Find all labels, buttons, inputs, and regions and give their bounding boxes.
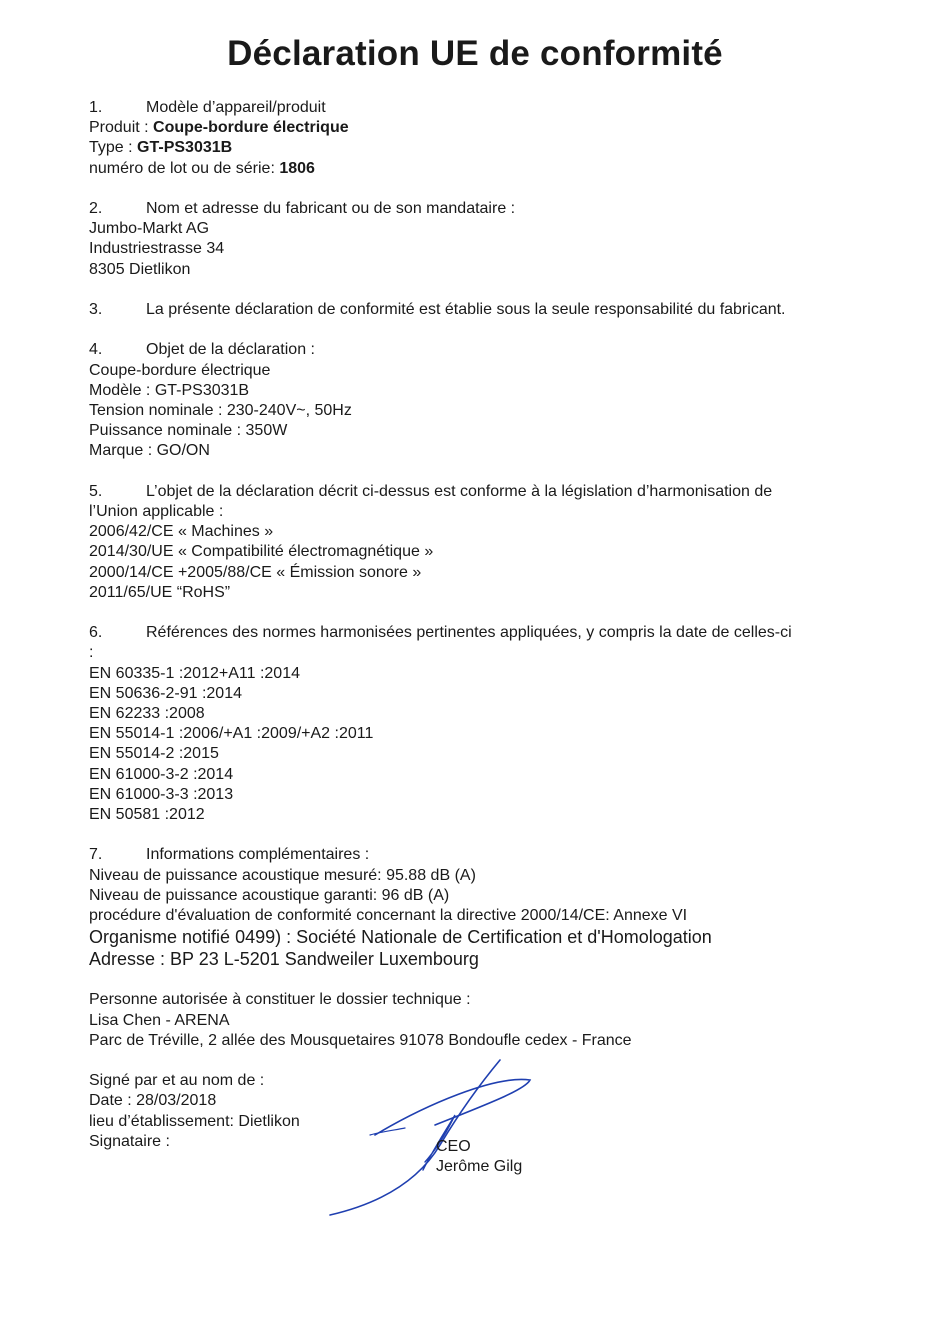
product-label: Produit : [89, 119, 154, 137]
info-line: procédure d'évaluation de conformité concernant la directive 2000/14/CE: Annexe VI [89, 907, 688, 925]
type-label: Type : [89, 139, 138, 157]
object-product: Coupe-bordure électrique [89, 361, 271, 379]
standard-item: EN 55014-1 :2006/+A1 :2009/+A2 :2011 [89, 725, 374, 743]
section-heading: Modèle d’appareil/produit [146, 99, 326, 116]
section-number: 6. [89, 624, 103, 642]
section-7 [89, 845, 909, 970]
object-power: Puissance nominale : 350W [89, 422, 288, 440]
section-1 [89, 98, 909, 179]
object-voltage: Tension nominale : 230-240V~, 50Hz [89, 402, 352, 419]
signed-by-label: Signé par et au nom de : [89, 1072, 265, 1090]
section-heading-continued: l’Union applicable : [89, 503, 224, 520]
info-line: Niveau de puissance acoustique garanti: 96 dB (A) [89, 886, 450, 904]
standard-item: EN 55014-2 :2015 [89, 745, 219, 763]
tech-file-heading: Personne autorisée à constituer le dossier technique : [89, 991, 471, 1009]
signatory-name: Jerôme Gilg [436, 1158, 523, 1176]
manufacturer-city: 8305 Dietlikon [89, 260, 191, 278]
section-heading: L’objet de la déclaration décrit ci-dessus est conforme à la législation d’harmonisation de [146, 482, 773, 500]
section-3 [89, 300, 909, 320]
section-heading: Objet de la déclaration : [146, 341, 315, 359]
directive-item: 2011/65/UE “RoHS” [89, 583, 231, 601]
notified-body: Organisme notifié 0499) : Société Nationale de Certification et d'Homologation [89, 927, 712, 948]
section-6 [89, 623, 909, 825]
directive-item: 2000/14/CE +2005/88/CE « Émission sonore » [89, 563, 422, 581]
standard-item: EN 60335-1 :2012+A11 :2014 [89, 664, 300, 682]
standard-item: EN 62233 :2008 [89, 705, 205, 723]
tech-file-person: Lisa Chen - ARENA [89, 1011, 230, 1029]
notified-body-address: Adresse : BP 23 L-5201 Sandweiler Luxembourg [89, 949, 479, 970]
info-line: Niveau de puissance acoustique mesuré: 95.88 dB (A) [89, 866, 476, 884]
tech-file-address: Parc de Tréville, 2 allée des Mousquetaires 91078 Bondoufle cedex - France [89, 1031, 632, 1049]
section-2 [89, 199, 909, 280]
section-heading-continued: : [89, 644, 94, 662]
signing-place: lieu d’établissement: Dietlikon [89, 1112, 300, 1130]
signatory-block [436, 1137, 522, 1177]
section-number: 3. [89, 301, 103, 318]
signatory-label: Signataire : [89, 1132, 170, 1150]
signatory-role: CEO [436, 1138, 471, 1155]
manufacturer-street: Industriestrasse 34 [89, 240, 225, 258]
product-value: Coupe-bordure électrique [153, 119, 349, 137]
type-value: GT-PS3031B [137, 139, 233, 157]
lot-value: 1806 [279, 159, 315, 177]
standard-item: EN 61000-3-3 :2013 [89, 785, 234, 803]
object-model: Modèle : GT-PS3031B [89, 381, 250, 399]
section-5 [89, 482, 909, 603]
standard-item: EN 50581 :2012 [89, 806, 205, 824]
section-heading: Informations complémentaires : [146, 846, 370, 864]
technical-file-section [89, 990, 909, 1051]
section-number: 5. [89, 482, 103, 500]
section-number: 7. [89, 846, 103, 864]
standard-item: EN 61000-3-2 :2014 [89, 765, 234, 783]
section-heading: Références des normes harmonisées pertinentes appliquées, y compris la date de celles-ci [146, 624, 792, 642]
section-number: 1. [89, 99, 103, 116]
declaration-body [89, 98, 909, 1172]
section-heading: La présente déclaration de conformité est établie sous la seule responsabilité du fabricant. [146, 301, 786, 318]
section-4 [89, 340, 909, 461]
lot-label: numéro de lot ou de série: [89, 159, 280, 177]
document-title: Déclaration UE de conformité [227, 34, 723, 73]
directive-item: 2014/30/UE « Compatibilité électromagnétique » [89, 543, 434, 561]
signing-date: Date : 28/03/2018 [89, 1092, 217, 1110]
directive-item: 2006/42/CE « Machines » [89, 523, 274, 541]
section-heading: Nom et adresse du fabricant ou de son mandataire : [146, 200, 516, 217]
section-number: 2. [89, 200, 103, 217]
standard-item: EN 50636-2-91 :2014 [89, 684, 242, 702]
object-brand: Marque : GO/ON [89, 442, 210, 460]
section-number: 4. [89, 341, 103, 359]
manufacturer-name: Jumbo-Markt AG [89, 220, 210, 238]
